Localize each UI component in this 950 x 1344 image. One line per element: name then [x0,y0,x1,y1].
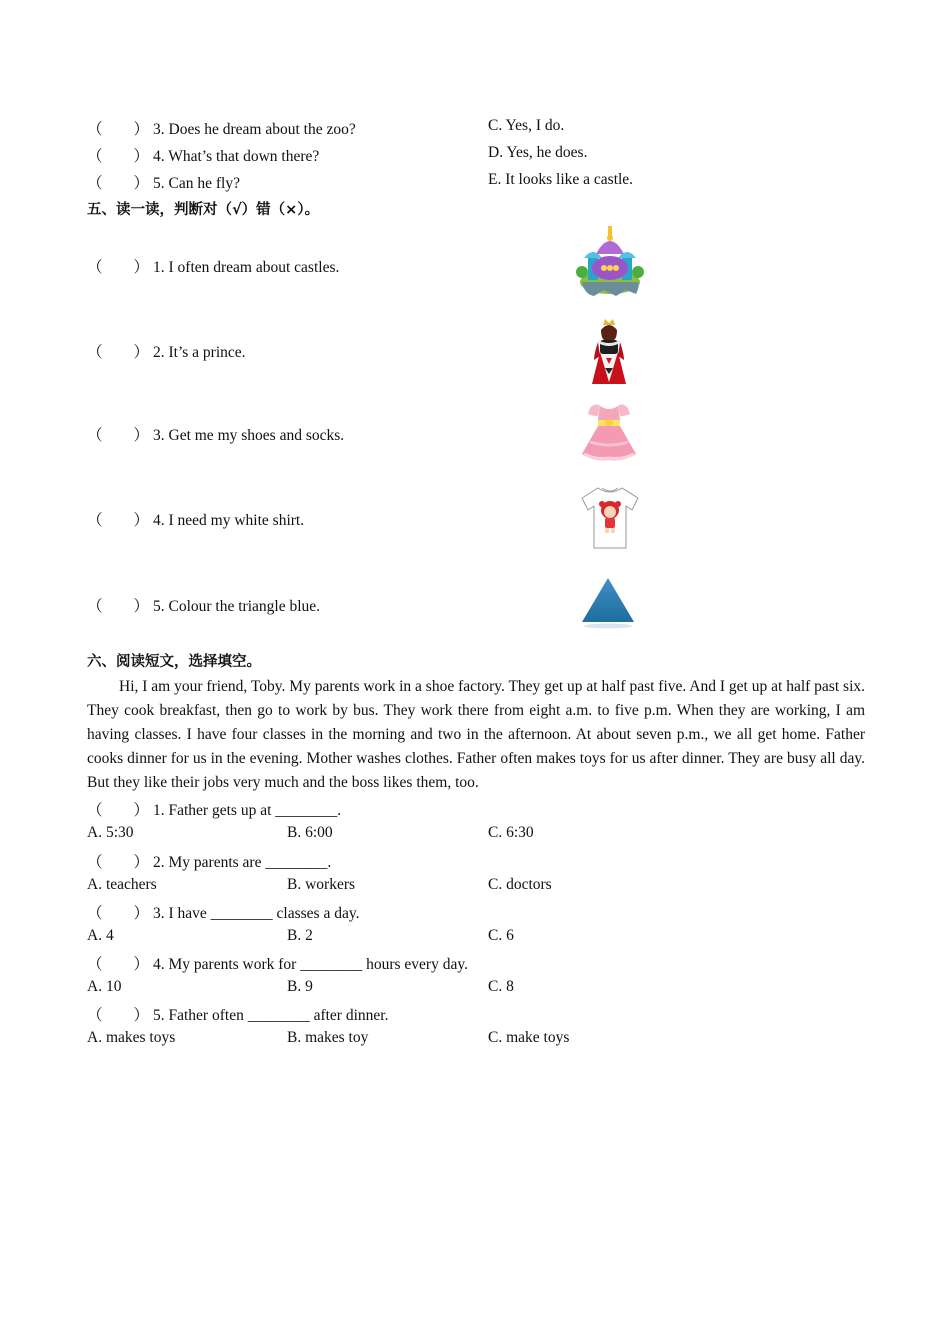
answer-paren[interactable]: （ ） [87,956,150,973]
s6-question-5 [87,1003,388,1025]
shirt-icon [580,482,640,552]
s4-answer-e: E. It looks like a castle. [488,171,634,188]
section6-heading: 六、阅读短文，选择填空。 [87,654,261,670]
answer-paren[interactable]: （ ） [87,427,150,444]
option-c: C. 8 [488,978,514,995]
question-text: 3. I have ________ classes a day. [153,905,360,922]
triangle-icon [578,574,638,630]
statement-text: 4. I need my white shirt. [153,512,305,529]
answer-paren[interactable]: （ ） [87,121,150,138]
answer-paren[interactable]: （ ） [87,598,150,615]
s4-item-3 [87,117,356,139]
statement-text: 3. Get me my shoes and socks. [153,427,345,444]
s4-item-4 [87,144,319,166]
option-b: B. 2 [287,927,313,944]
answer-paren[interactable]: （ ） [87,854,150,871]
statement-text: 5. Colour the triangle blue. [153,598,321,615]
option-b: B. workers [287,876,356,893]
option-c: C. 6:30 [488,824,534,841]
queen-icon [584,316,634,386]
option-b: B. makes toy [287,1029,369,1046]
s6-question-3 [87,901,359,923]
question-text: 4. My parents work for ________ hours every day. [153,956,468,973]
option-a: A. 4 [87,927,114,944]
answer-paren[interactable]: （ ） [87,905,150,922]
s6-question-2 [87,850,331,872]
question-text: 1. Father gets up at ________. [153,802,342,819]
option-c: C. 6 [488,927,514,944]
option-a: A. teachers [87,876,157,893]
option-a: A. 10 [87,978,122,995]
s5-item-5 [87,594,320,616]
reading-passage: Hi, I am your friend, Toby. My parents work in a shoe factory. They get up at half past five. And I get up at half past six. They cook breakfast, then go to work by bus. They work there from eight a.m. to five p.m. When they are working, I am having classes. I have four classes in the morning and two in the afternoon. At about seven p.m., we all get home. Father cooks dinner for us in the evening. Mother washes clothes. Father often makes toys for us after dinner. They are busy all day. But they like their jobs very much and the boss likes them, too. [87,678,865,791]
s5-item-4 [87,508,304,530]
answer-paren[interactable]: （ ） [87,344,150,361]
s5-item-1 [87,255,339,277]
option-a: A. 5:30 [87,824,134,841]
question-text: 5. Father often ________ after dinner. [153,1007,389,1024]
statement-text: 1. I often dream about castles. [153,259,340,276]
s4-answer-d: D. Yes, he does. [488,144,588,161]
answer-paren[interactable]: （ ） [87,259,150,276]
statement-text: 2. It’s a prince. [153,344,246,361]
answer-paren[interactable]: （ ） [87,175,150,192]
s5-item-2 [87,340,246,362]
question-text: 5. Can he fly? [153,175,240,192]
option-a: A. makes toys [87,1029,176,1046]
option-c: C. make toys [488,1029,570,1046]
s6-question-1 [87,798,341,820]
answer-paren[interactable]: （ ） [87,512,150,529]
section5-heading: 五、读一读，判断对（√）错（×）。 [87,202,320,218]
s4-item-5 [87,171,240,193]
s4-answer-c: C. Yes, I do. [488,117,565,134]
s5-item-3 [87,423,344,445]
s6-question-4 [87,952,468,974]
answer-paren[interactable]: （ ） [87,148,150,165]
question-text: 4. What’s that down there? [153,148,320,165]
castle-icon [574,224,646,300]
option-c: C. doctors [488,876,552,893]
option-b: B. 9 [287,978,313,995]
answer-paren[interactable]: （ ） [87,802,150,819]
option-b: B. 6:00 [287,824,333,841]
answer-paren[interactable]: （ ） [87,1007,150,1024]
question-text: 3. Does he dream about the zoo? [153,121,356,138]
dress-icon [576,400,642,464]
question-text: 2. My parents are ________. [153,854,332,871]
